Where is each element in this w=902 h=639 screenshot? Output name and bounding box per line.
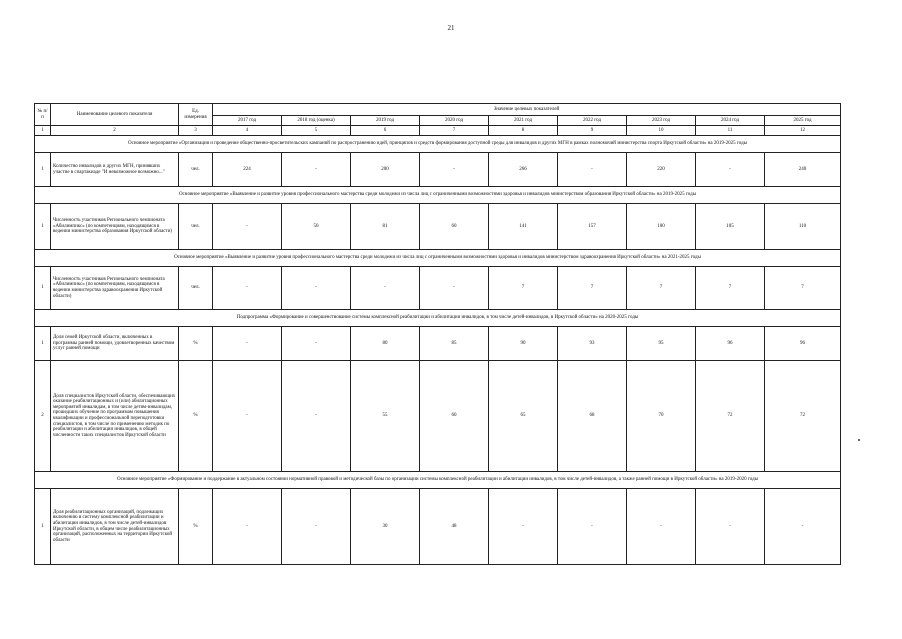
header-year: 2022 год	[558, 116, 627, 126]
table-row	[35, 204, 841, 250]
row-value: 200	[351, 153, 420, 187]
row-value: 266	[489, 153, 558, 187]
table-row	[35, 361, 841, 472]
row-value: 95	[627, 327, 696, 361]
table-row	[35, 267, 841, 310]
row-value: -	[765, 489, 841, 565]
row-value: 96	[696, 327, 765, 361]
row-unit: %	[179, 489, 213, 565]
row-value: -	[213, 489, 282, 565]
row-unit: %	[179, 327, 213, 361]
row-value: -	[351, 267, 420, 310]
row-value: -	[213, 267, 282, 310]
row-value: 80	[351, 327, 420, 361]
row-value: 72	[696, 361, 765, 472]
header-year: 2021 год	[489, 116, 558, 126]
row-value: 96	[765, 327, 841, 361]
row-value: 7	[765, 267, 841, 310]
row-value: 105	[696, 204, 765, 250]
row-no: 1	[35, 327, 51, 361]
row-no: 1	[35, 267, 51, 310]
row-no: 2	[35, 361, 51, 472]
row-value: 65	[489, 361, 558, 472]
row-value: 110	[765, 204, 841, 250]
column-number: 10	[627, 126, 696, 136]
row-value: 60	[420, 204, 489, 250]
row-value: 48	[420, 489, 489, 565]
row-value: 224	[213, 153, 282, 187]
header-year: 2018 год (оценка)	[282, 116, 351, 126]
header-year: 2023 год	[627, 116, 696, 126]
column-number: 7	[420, 126, 489, 136]
column-number: 5	[282, 126, 351, 136]
header-year: 2019 год	[351, 116, 420, 126]
column-number: 1	[35, 126, 51, 136]
header-year: 2025 год	[765, 116, 841, 126]
row-value: 55	[351, 361, 420, 472]
header-name: Наименование целевого показателя	[51, 104, 179, 126]
row-unit: чел.	[179, 267, 213, 310]
row-value: 240	[765, 153, 841, 187]
table-row	[35, 327, 841, 361]
row-value: -	[282, 489, 351, 565]
column-number: 11	[696, 126, 765, 136]
row-name: Количество инвалидов и других МГН, принявших участие в спартакиаде "И невозможное возможно..."	[51, 153, 179, 187]
row-value: 220	[627, 153, 696, 187]
target-indicators-table	[34, 103, 841, 565]
column-number: 8	[489, 126, 558, 136]
section-title: Основное мероприятие «Выявление и развитие уровня профессионального мастерства среди молодежи из числа лиц с ограниченными возможностями здоровья и инвалидов министерством образования Иркутской области» на 2019-2025 годы	[35, 187, 841, 204]
row-name: Доля семей Иркутской области, включенных в программы ранней помощи, удовлетворенных качеством услуг ранней помощи	[51, 327, 179, 361]
header-no: № п/п	[35, 104, 51, 126]
row-name: Доля специалистов Иркутской области, обеспечивающих оказание реабилитационных и (или) абилитационных мероприятий инвалидам, в том числе детям-инвалидам, прошедших обучение по программам повышения квалификации и профессиональной переподготовки специалистов, в том числе по применению методик по реабилитации и абилитации инвалидов, в общей численности таких специалистов Иркутской области	[51, 361, 179, 472]
row-value: -	[420, 267, 489, 310]
row-value: 7	[627, 267, 696, 310]
row-name: Доля реабилитационных организаций, подлежащих включению в систему комплексной реабилитации и абилитации инвалидов, в том числе детей-инвалидов Иркутской области, в общем числе реабилитационных организаций, расположенных на территории Иркутской области	[51, 489, 179, 565]
row-name: Численность участников Регионального чемпионата «Абилимпикс» (по компетенциям, находящимся в ведении министерства образования Иркутской области)	[51, 204, 179, 250]
page-number: 21	[447, 24, 455, 32]
row-unit: чел.	[179, 204, 213, 250]
stray-dot	[858, 439, 860, 441]
row-value: -	[282, 153, 351, 187]
row-value: 70	[627, 361, 696, 472]
section-title: Основное мероприятие «Формирование и поддержание в актуальном состоянии нормативной правовой и методической базы по организации системы комплексной реабилитации и абилитации инвалидов, в том числе детей-инвалидов, а также ранней помощи в Иркутской области» на 2019-2020 годы	[35, 472, 841, 489]
row-value: -	[420, 153, 489, 187]
column-number: 4	[213, 126, 282, 136]
row-value: -	[282, 361, 351, 472]
row-value: -	[696, 153, 765, 187]
header-unit: Ед. измерения	[179, 104, 213, 126]
row-unit: %	[179, 361, 213, 472]
column-number: 3	[179, 126, 213, 136]
row-value: -	[558, 153, 627, 187]
section-title: Основное мероприятие «Организация и проведение общественно-просветительских кампаний по распространению идей, принципов и средств формирования доступной среды для инвалидов и других МГН в рамках полномочий министерства спорта Иркутской области» на 2019-2025 годы	[35, 136, 841, 153]
column-number: 2	[51, 126, 179, 136]
row-value: 93	[558, 327, 627, 361]
row-value: -	[213, 204, 282, 250]
row-name: Численность участников Регионального чемпионата «Абилимпикс» (по компетенциям, находящимся в ведении министерства здравоохранения Иркутской области)	[51, 267, 179, 310]
row-value: -	[213, 361, 282, 472]
column-number: 12	[765, 126, 841, 136]
section-title: Подпрограмма «Формирование и совершенствование системы комплексной реабилитации и абилитации инвалидов, в том числе детей-инвалидов, в Иркутской области» на 2020-2025 годы	[35, 310, 841, 327]
row-unit: чел.	[179, 153, 213, 187]
row-value: 85	[420, 327, 489, 361]
row-value: -	[489, 489, 558, 565]
row-no: 1	[35, 489, 51, 565]
column-number: 6	[351, 126, 420, 136]
row-value: -	[627, 489, 696, 565]
row-value: 81	[351, 204, 420, 250]
table-row	[35, 153, 841, 187]
row-value: 30	[351, 489, 420, 565]
section-title: Основное мероприятие «Выявление и развитие уровня профессионального мастерства среди молодежи из числа лиц с ограниченными возможностями здоровья и инвалидов министерством здравоохранения Иркутской области» на 2021-2025 годы	[35, 250, 841, 267]
header-year: 2017 год	[213, 116, 282, 126]
row-value: 100	[627, 204, 696, 250]
header-values-title: Значение целевых показателей	[213, 104, 841, 116]
row-value: 72	[765, 361, 841, 472]
row-value: 7	[696, 267, 765, 310]
row-value: 7	[558, 267, 627, 310]
row-value: 60	[420, 361, 489, 472]
table-row	[35, 489, 841, 565]
row-value: -	[558, 489, 627, 565]
row-value: 7	[489, 267, 558, 310]
header-year: 2020 год	[420, 116, 489, 126]
row-value: -	[282, 267, 351, 310]
row-no: 1	[35, 153, 51, 187]
row-value: -	[282, 327, 351, 361]
row-no: 1	[35, 204, 51, 250]
row-value: -	[696, 489, 765, 565]
row-value: -	[213, 327, 282, 361]
row-value: 90	[489, 327, 558, 361]
row-value: 68	[558, 361, 627, 472]
row-value: 50	[282, 204, 351, 250]
row-value: 157	[558, 204, 627, 250]
column-number: 9	[558, 126, 627, 136]
header-year: 2024 год	[696, 116, 765, 126]
row-value: 141	[489, 204, 558, 250]
